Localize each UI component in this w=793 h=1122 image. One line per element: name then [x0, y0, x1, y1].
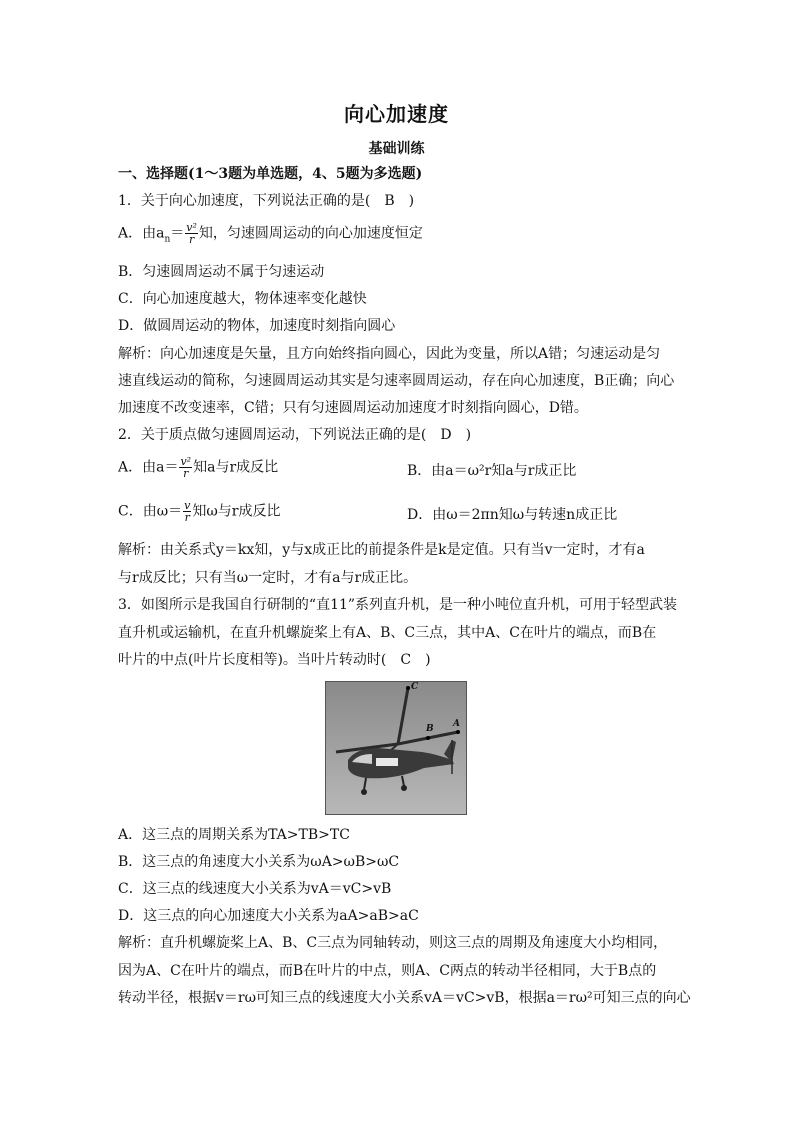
q3-explanation-3: 转动半径，根据v＝rω可知三点的线速度大小关系vA＝vC>vB，根据a＝rω²可知三点的向心 — [118, 990, 691, 1006]
point-a-marker — [456, 730, 460, 734]
point-b-marker — [426, 736, 430, 740]
q3-explanation-1: 解析：直升机螺旋桨上A、B、C三点为同轴转动，则这三点的周期及角速度大小均相同， — [118, 935, 668, 951]
q1-explanation-1: 解析：向心加速度是矢量，且方向始终指向圆心，因此为变量，所以A错；匀速运动是匀 — [118, 346, 661, 362]
q1-option-a: A．由$a_n=$ $\frac{\text{v²}}{r}$ 知，匀速圆周运动的向心加速度恒定 — [118, 221, 423, 246]
fraction-v2-over-r: $\frac{\text{v²}}{r}$ — [186, 221, 197, 246]
q1-stem: 1．关于向心加速度，下列说法正确的是( B ) — [118, 193, 415, 209]
label-point-b: B — [426, 724, 434, 734]
q3-stem-3: 叶片的中点(叶片长度相等)。当叶片转动时( C ) — [118, 652, 431, 668]
section-heading: 一、选择题(1～3题为单选题，4、5题为多选题) — [118, 166, 423, 182]
q2-option-a: A．由a＝ $\frac{\text{v²}}{r}$ 知a与r成反比 — [118, 455, 279, 480]
q2-option-d: D．由ω＝2πn知ω与转速n成正比 — [407, 507, 618, 523]
q1-option-d: D．做圆周运动的物体，加速度时刻指向圆心 — [118, 318, 396, 334]
label-point-c: C — [411, 682, 419, 692]
fraction-v-over-r: $\frac{v}{r}$ — [184, 499, 191, 524]
q3-option-c: C．这三点的线速度大小关系为vA＝vC>vB — [118, 881, 392, 897]
q1-explanation-2: 速直线运动的简称，匀速圆周运动其实是匀速率圆周运动，存在向心加速度，B正确；向心 — [118, 373, 675, 389]
q3-stem-2: 直升机或运输机，在直升机螺旋桨上有A、B、C三点，其中A、C在叶片的端点，而B在 — [118, 625, 657, 641]
section-subtitle: 基础训练 — [368, 141, 425, 157]
helicopter-photo — [325, 681, 467, 815]
q3-option-b: B．这三点的角速度大小关系为ωA>ωB>ωC — [118, 854, 400, 870]
q2-option-b: B．由a＝ω²r知a与r成正比 — [407, 463, 577, 479]
q2-explanation-1: 解析：由关系式y＝kx知，y与x成正比的前提条件是k是定值。只有当v一定时，才有a — [118, 542, 645, 558]
q2-option-c: C．由ω＝ $\frac{v}{r}$ 知ω与r成反比 — [118, 499, 281, 524]
q3-option-d: D．这三点的向心加速度大小关系为aA>aB>aC — [118, 908, 419, 924]
q3-stem-1: 3．如图所示是我国自行研制的“直11”系列直升机，是一种小吨位直升机，可用于轻型武装 — [118, 597, 678, 613]
q1-option-b: B．匀速圆周运动不属于匀速运动 — [118, 264, 325, 280]
q1-option-c: C．向心加速度越大，物体速率变化越快 — [118, 291, 367, 307]
page-title: 向心加速度 — [344, 102, 449, 126]
q3-option-a: A．这三点的周期关系为TA>TB>TC — [118, 827, 350, 843]
q1-explanation-3: 加速度不改变速率，C错；只有匀速圆周运动加速度才时刻指向圆心，D错。 — [118, 400, 588, 416]
q2-explanation-2: 与r成反比；只有当ω一定时，才有a与r成正比。 — [118, 570, 418, 586]
q3-explanation-2: 因为A、C在叶片的端点，而B在叶片的中点，则A、C两点的转动半径相同，大于B点的 — [118, 963, 657, 979]
q2-stem: 2．关于质点做匀速圆周运动，下列说法正确的是( D ) — [118, 427, 472, 443]
fraction-v2-over-r: $\frac{\text{v²}}{r}$ — [180, 455, 192, 480]
point-c-marker — [406, 686, 410, 690]
label-point-a: A — [453, 719, 460, 729]
